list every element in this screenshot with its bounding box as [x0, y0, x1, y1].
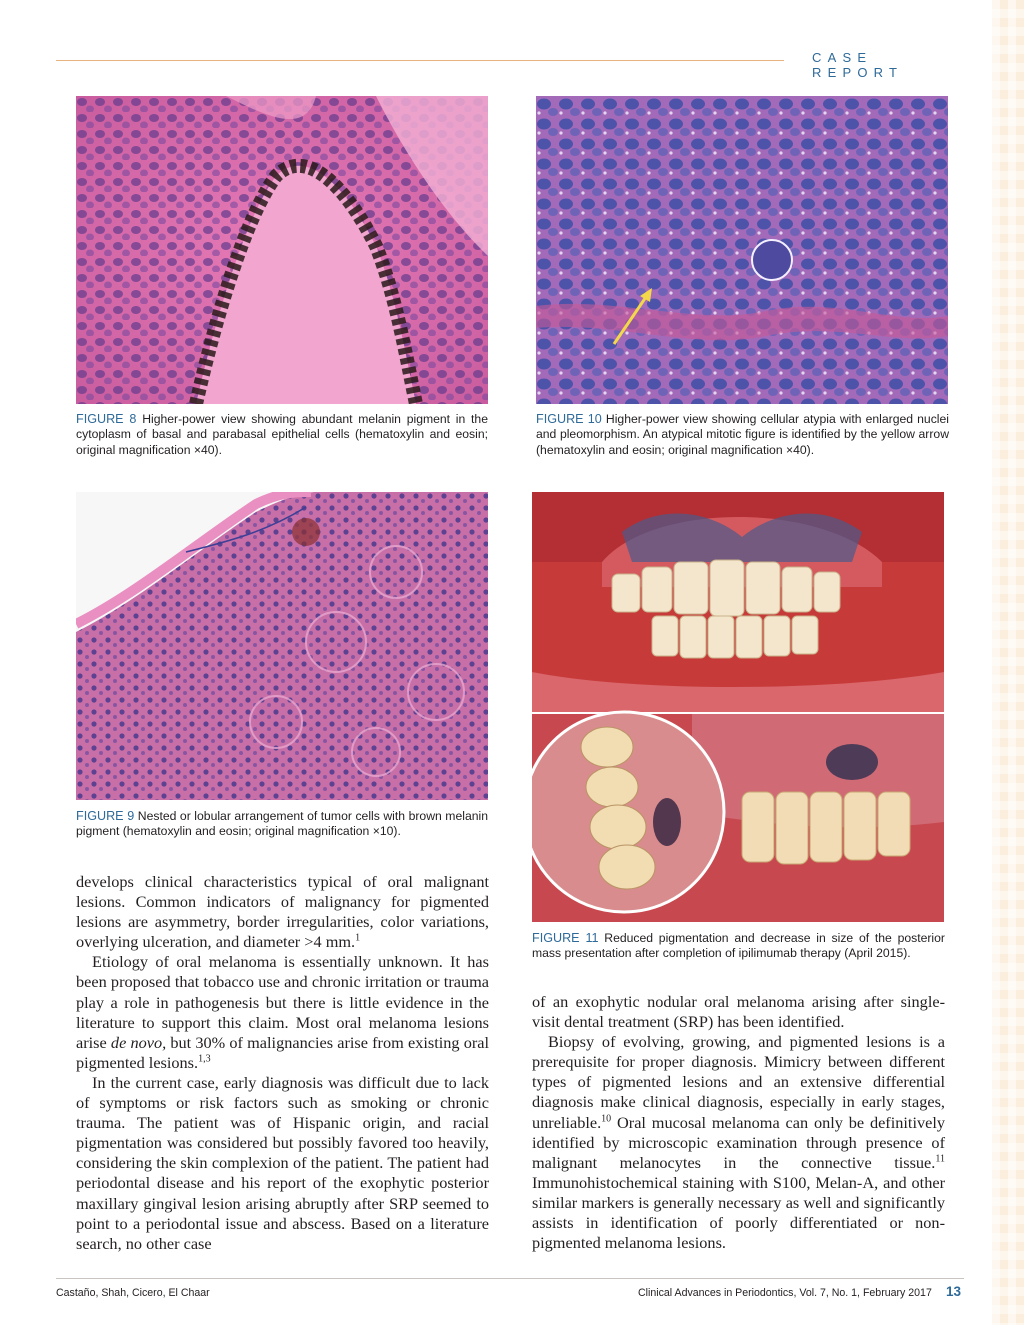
right-p2-ref-1: 10 [601, 1113, 612, 1125]
left-p1-ref: 1 [355, 932, 361, 944]
figure-8-label: FIGURE 8 [76, 412, 137, 426]
figure-11-image [532, 492, 944, 922]
figure-10-histology-graphic [536, 96, 948, 404]
right-paragraph-1: of an exophytic nodular oral melanoma arising after single-visit dental treatment (SRP) has been identified. [532, 992, 945, 1032]
right-p2-ref-2: 11 [935, 1153, 945, 1165]
left-paragraph-1 [76, 872, 489, 952]
section-label: CASE REPORT [812, 50, 904, 80]
right-body-column [532, 992, 945, 1253]
figure-9-histology-graphic [76, 492, 488, 800]
left-p2-text-b: but 30% of malignancies arise from existing oral pigmented lesions. [76, 1032, 490, 1072]
left-p1-text: develops clinical characteristics typical of oral malignant lesions. Common indicators of malignancy for pigmented lesions are asymmetry, border irregularities, color variations, overlying ulceration, and diameter >4 mm. [76, 872, 489, 952]
left-p2-emphasis: de novo, [110, 1032, 167, 1052]
page-edge-decoration [992, 0, 1024, 1325]
figure-9-caption [76, 809, 488, 840]
figure-8-image [76, 96, 488, 404]
figure-11-caption-text: Reduced pigmentation and decrease in size of the posterior mass presentation after completion of ipilimumab therapy (April 2015). [532, 931, 945, 961]
figure-9-caption-text: Nested or lobular arrangement of tumor cells with brown melanin pigment (hematoxylin and eosin; original magnification ×10). [76, 809, 488, 839]
footer-journal: Clinical Advances in Periodontics, Vol. 7, No. 1, February 2017 [638, 1287, 932, 1299]
figure-11-clinical-photo-graphic [532, 492, 944, 922]
footer-rule [56, 1278, 964, 1279]
left-p2-text-a: Etiology of oral melanoma is essentially unknown. It has been proposed that tobacco use and chronic irritation or trauma play a role in pathogenesis but there is little evidence in the literature to support this claim. Most oral melanoma lesions arise [76, 952, 489, 1052]
figure-11-label: FIGURE 11 [532, 931, 599, 945]
left-paragraph-2 [76, 952, 489, 1073]
right-p2-text-c: Immunohistochemical staining with S100, Melan-A, and other similar markers is generally necessary as well and significantly assists in identification of poorly differentiated or non-pigmented melanoma lesions. [532, 1172, 945, 1253]
figure-10-caption-text: Higher-power view showing cellular atypia with enlarged nuclei and pleomorphism. An atypical mitotic figure is identified by the yellow arrow (hematoxylin and eosin; original magnification ×40). [536, 412, 949, 457]
figure-10-caption [536, 412, 949, 458]
figure-8-caption-text: Higher-power view showing abundant melanin pigment in the cytoplasm of basal and parabasal epithelial cells (hematoxylin and eosin; original magnification ×40). [76, 412, 488, 457]
figure-9-label: FIGURE 9 [76, 809, 135, 823]
right-paragraph-2 [532, 1032, 945, 1253]
left-body-column [76, 872, 489, 1254]
left-p2-ref: 1,3 [198, 1053, 211, 1065]
right-p2-text-a: Biopsy of evolving, growing, and pigmented lesions is a prerequisite for proper diagnosis. Mimicry between different types of pigmented lesions and an extensive differential diagnosis make clinical diagnosis, especially in early stages, unreliable. [532, 1032, 945, 1132]
figure-8-histology-graphic [76, 96, 488, 404]
footer-authors: Castaño, Shah, Cicero, El Chaar [56, 1287, 210, 1299]
left-paragraph-3: In the current case, early diagnosis was difficult due to lack of symptoms or risk factors such as smoking or chronic trauma. The patient was of Hispanic origin, and racial pigmentation was considered but possibly favored too heavily, considering the skin complexion of the patient. The patient had periodontal disease and his report of the exophytic posterior maxillary gingival lesion arising abruptly after SRP seemed to point to a periodontal issue and abscess. Based on a literature search, no other case [76, 1072, 489, 1253]
figure-10-image [536, 96, 948, 404]
figure-8-caption [76, 412, 488, 458]
page-number: 13 [946, 1284, 962, 1299]
header-rule [56, 60, 784, 61]
figure-9-image [76, 492, 488, 800]
right-p2-text-b: Oral mucosal melanoma can only be definitively identified by microscopic examination through presence of malignant melanocytes in the connective tissue. [532, 1112, 945, 1172]
figure-10-label: FIGURE 10 [536, 412, 602, 426]
figure-11-caption [532, 931, 945, 962]
